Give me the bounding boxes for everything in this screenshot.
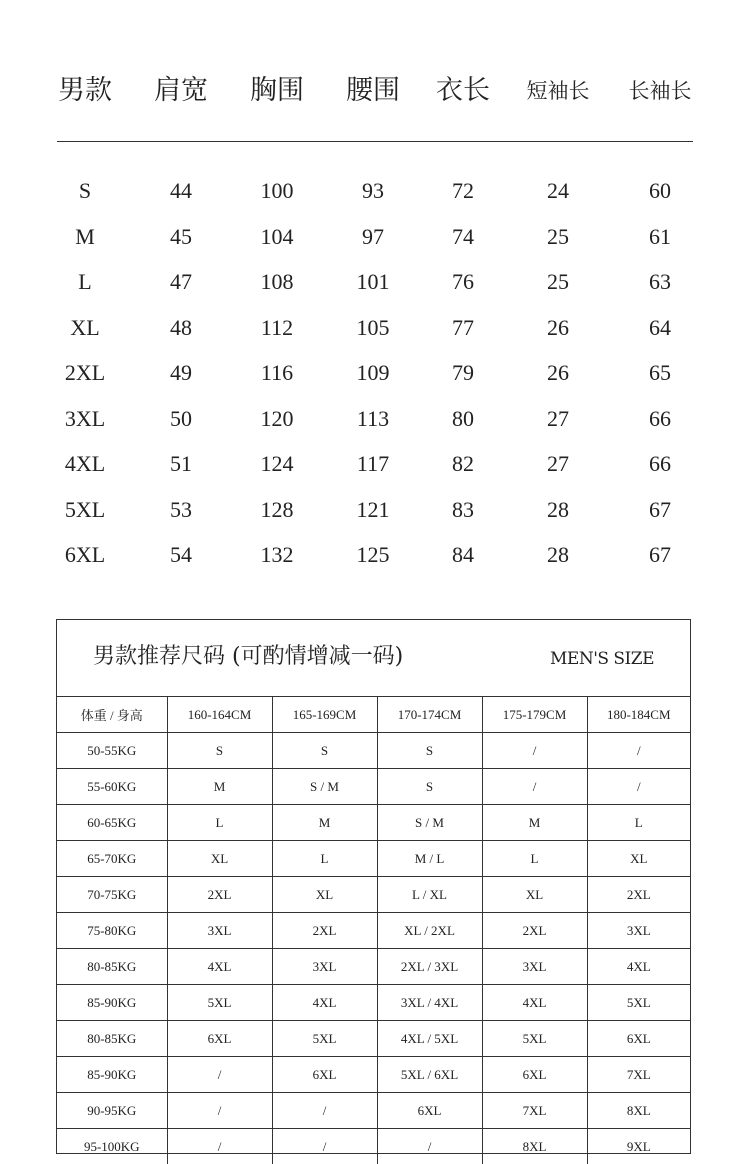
size-cell-chest: 128 — [261, 487, 294, 532]
recommended-size-cell: 4XL — [167, 949, 272, 985]
size-row — [57, 214, 693, 260]
recommended-size-cell: / — [482, 733, 587, 769]
recommended-size-cell: 7XL — [482, 1093, 587, 1129]
size-cell-waist: 109 — [357, 350, 390, 395]
recommended-size-cell: / — [587, 769, 690, 805]
size-cell-shoulder: 47 — [170, 259, 192, 304]
recommended-size-cell: 6XL — [482, 1057, 587, 1093]
size-cell-size: 6XL — [65, 532, 105, 577]
size-cell-short-sleeve: 24 — [547, 168, 569, 213]
size-cell-waist: 121 — [357, 487, 390, 532]
size-cell-short-sleeve: 27 — [547, 396, 569, 441]
size-cell-length: 80 — [452, 396, 474, 441]
recommended-size-cell: XL / 2XL — [377, 913, 482, 949]
size-cell-short-sleeve: 28 — [547, 532, 569, 577]
size-cell-size: 4XL — [65, 441, 105, 486]
table-row — [57, 949, 690, 985]
recommended-size-cell: 7XL — [587, 1057, 690, 1093]
size-row — [57, 441, 693, 487]
size-cell-waist: 117 — [357, 441, 389, 486]
size-cell-length: 82 — [452, 441, 474, 486]
recommended-size-cell: 3XL — [272, 949, 377, 985]
size-cell-length: 83 — [452, 487, 474, 532]
size-cell-shoulder: 48 — [170, 305, 192, 350]
size-cell-chest: 120 — [261, 396, 294, 441]
size-cell-shoulder: 53 — [170, 487, 192, 532]
size-cell-long-sleeve: 61 — [649, 214, 671, 259]
size-cell-chest: 108 — [261, 259, 294, 304]
header-height-range: 175-179CM — [482, 697, 587, 733]
header-height-range: 170-174CM — [377, 697, 482, 733]
recommended-size-cell: S — [167, 733, 272, 769]
size-cell-long-sleeve: 63 — [649, 259, 671, 304]
header-short-sleeve: 短袖长 — [527, 66, 590, 116]
recommended-size-cell: 6XL — [272, 1057, 377, 1093]
header-height-range: 160-164CM — [167, 697, 272, 733]
size-row — [57, 532, 693, 578]
recommended-size-cell: 3XL — [167, 913, 272, 949]
recommended-size-cell: 4XL — [482, 985, 587, 1021]
size-cell-waist: 113 — [357, 396, 389, 441]
size-cell-chest: 132 — [261, 532, 294, 577]
size-cell-length: 72 — [452, 168, 474, 213]
header-chest: 胸围 — [250, 66, 304, 116]
recommended-size-cell: XL — [587, 841, 690, 877]
size-cell-shoulder: 51 — [170, 441, 192, 486]
size-cell-short-sleeve: 25 — [547, 259, 569, 304]
size-cell-length: 79 — [452, 350, 474, 395]
size-cell-short-sleeve: 26 — [547, 305, 569, 350]
recommended-size-cell: / — [167, 1129, 272, 1164]
size-cell-shoulder: 45 — [170, 214, 192, 259]
recommended-size-cell: / — [587, 733, 690, 769]
size-cell-long-sleeve: 64 — [649, 305, 671, 350]
size-cell-long-sleeve: 65 — [649, 350, 671, 395]
recommended-size-cell: 5XL — [167, 985, 272, 1021]
size-cell-waist: 93 — [362, 168, 384, 213]
header-shoulder: 肩宽 — [154, 66, 208, 116]
recommended-size-cell: 4XL — [272, 985, 377, 1021]
recommended-size-cell: 2XL / 3XL — [377, 949, 482, 985]
recommendation-title: 男款推荐尺码 (可酌情增减一码) — [93, 642, 403, 672]
size-cell-size: 2XL — [65, 350, 105, 395]
recommended-size-cell: 3XL — [482, 949, 587, 985]
header-waist: 腰围 — [346, 66, 400, 116]
weight-range-cell: 90-95KG — [57, 1093, 167, 1129]
recommended-size-cell: L — [167, 805, 272, 841]
size-row — [57, 259, 693, 305]
size-cell-long-sleeve: 60 — [649, 168, 671, 213]
recommendation-header-row — [57, 697, 690, 733]
table-row — [57, 769, 690, 805]
size-cell-chest: 112 — [261, 305, 293, 350]
size-cell-length: 76 — [452, 259, 474, 304]
recommended-size-cell: M — [167, 769, 272, 805]
recommended-size-cell: L — [587, 805, 690, 841]
size-cell-waist: 105 — [357, 305, 390, 350]
recommended-size-cell: S — [377, 769, 482, 805]
recommended-size-cell: 2XL — [482, 913, 587, 949]
size-cell-chest: 124 — [261, 441, 294, 486]
recommended-size-cell: L / XL — [377, 877, 482, 913]
weight-range-cell: 65-70KG — [57, 841, 167, 877]
recommendation-title-en: MEN'S SIZE — [550, 646, 654, 672]
size-cell-size: 5XL — [65, 487, 105, 532]
header-length: 衣长 — [436, 66, 490, 116]
recommended-size-cell: / — [377, 1129, 482, 1164]
size-row — [57, 350, 693, 396]
size-chart-header — [57, 66, 693, 116]
weight-range-cell: 95-100KG — [57, 1129, 167, 1164]
size-cell-waist: 97 — [362, 214, 384, 259]
size-cell-size: 3XL — [65, 396, 105, 441]
size-cell-length: 77 — [452, 305, 474, 350]
recommended-size-cell: L — [482, 841, 587, 877]
header-weight-height: 体重 / 身高 — [57, 697, 167, 733]
size-cell-long-sleeve: 67 — [649, 487, 671, 532]
size-cell-waist: 125 — [357, 532, 390, 577]
size-cell-long-sleeve: 66 — [649, 441, 671, 486]
size-cell-length: 74 — [452, 214, 474, 259]
size-cell-chest: 100 — [261, 168, 294, 213]
recommended-size-cell: XL — [272, 877, 377, 913]
table-row — [57, 1057, 690, 1093]
weight-range-cell: 50-55KG — [57, 733, 167, 769]
size-row — [57, 487, 693, 533]
recommended-size-cell: M — [482, 805, 587, 841]
size-cell-short-sleeve: 27 — [547, 441, 569, 486]
size-cell-shoulder: 49 — [170, 350, 192, 395]
table-row — [57, 1129, 690, 1164]
recommended-size-cell: S / M — [377, 805, 482, 841]
recommended-size-cell: 6XL — [587, 1021, 690, 1057]
recommended-size-cell: XL — [167, 841, 272, 877]
table-row — [57, 1021, 690, 1057]
size-cell-chest: 104 — [261, 214, 294, 259]
size-cell-short-sleeve: 25 — [547, 214, 569, 259]
recommended-size-cell: S — [272, 733, 377, 769]
weight-range-cell: 80-85KG — [57, 1021, 167, 1057]
table-row — [57, 985, 690, 1021]
size-cell-shoulder: 44 — [170, 168, 192, 213]
size-row — [57, 396, 693, 442]
recommendation-title-bar — [57, 620, 690, 697]
weight-range-cell: 55-60KG — [57, 769, 167, 805]
recommended-size-cell: / — [167, 1093, 272, 1129]
size-cell-shoulder: 54 — [170, 532, 192, 577]
header-height-range: 180-184CM — [587, 697, 690, 733]
weight-range-cell: 80-85KG — [57, 949, 167, 985]
recommended-size-cell: S / M — [272, 769, 377, 805]
table-row — [57, 877, 690, 913]
size-cell-size: XL — [70, 305, 99, 350]
table-row — [57, 733, 690, 769]
recommended-size-cell: 3XL / 4XL — [377, 985, 482, 1021]
size-cell-long-sleeve: 67 — [649, 532, 671, 577]
recommended-size-cell: 2XL — [272, 913, 377, 949]
recommended-size-cell: 9XL — [587, 1129, 690, 1164]
table-row — [57, 805, 690, 841]
header-long-sleeve: 长袖长 — [629, 66, 692, 116]
size-cell-chest: 116 — [261, 350, 293, 395]
recommended-size-cell: M / L — [377, 841, 482, 877]
header-gender: 男款 — [58, 66, 112, 116]
size-cell-size: M — [75, 214, 95, 259]
recommended-size-cell: / — [272, 1129, 377, 1164]
size-cell-size: S — [79, 168, 91, 213]
size-cell-short-sleeve: 28 — [547, 487, 569, 532]
recommended-size-cell: / — [272, 1093, 377, 1129]
size-recommendation-table — [56, 619, 691, 1154]
size-cell-waist: 101 — [357, 259, 390, 304]
recommended-size-cell: 6XL — [167, 1021, 272, 1057]
recommended-size-cell: 6XL — [377, 1093, 482, 1129]
recommended-size-cell: 5XL — [272, 1021, 377, 1057]
weight-range-cell: 70-75KG — [57, 877, 167, 913]
size-cell-short-sleeve: 26 — [547, 350, 569, 395]
recommended-size-cell: 4XL — [587, 949, 690, 985]
weight-range-cell: 75-80KG — [57, 913, 167, 949]
weight-range-cell: 60-65KG — [57, 805, 167, 841]
recommended-size-cell: 2XL — [167, 877, 272, 913]
recommended-size-cell: / — [167, 1057, 272, 1093]
recommended-size-cell: XL — [482, 877, 587, 913]
recommended-size-cell: / — [482, 769, 587, 805]
table-row — [57, 913, 690, 949]
weight-range-cell: 85-90KG — [57, 985, 167, 1021]
recommended-size-cell: 4XL / 5XL — [377, 1021, 482, 1057]
recommended-size-cell: 8XL — [587, 1093, 690, 1129]
recommended-size-cell: 8XL — [482, 1129, 587, 1164]
weight-range-cell: 85-90KG — [57, 1057, 167, 1093]
size-cell-length: 84 — [452, 532, 474, 577]
table-row — [57, 1093, 690, 1129]
size-row — [57, 305, 693, 351]
size-chart-body — [57, 168, 693, 578]
recommended-size-cell: 5XL — [587, 985, 690, 1021]
recommended-size-cell: S — [377, 733, 482, 769]
recommended-size-cell: M — [272, 805, 377, 841]
recommended-size-cell: 5XL — [482, 1021, 587, 1057]
header-divider — [57, 141, 693, 142]
table-row — [57, 841, 690, 877]
recommended-size-cell: 3XL — [587, 913, 690, 949]
size-cell-shoulder: 50 — [170, 396, 192, 441]
recommendation-grid — [57, 697, 690, 1164]
size-row — [57, 168, 693, 214]
size-cell-long-sleeve: 66 — [649, 396, 671, 441]
header-height-range: 165-169CM — [272, 697, 377, 733]
recommended-size-cell: L — [272, 841, 377, 877]
recommended-size-cell: 5XL / 6XL — [377, 1057, 482, 1093]
size-cell-size: L — [78, 259, 91, 304]
recommended-size-cell: 2XL — [587, 877, 690, 913]
